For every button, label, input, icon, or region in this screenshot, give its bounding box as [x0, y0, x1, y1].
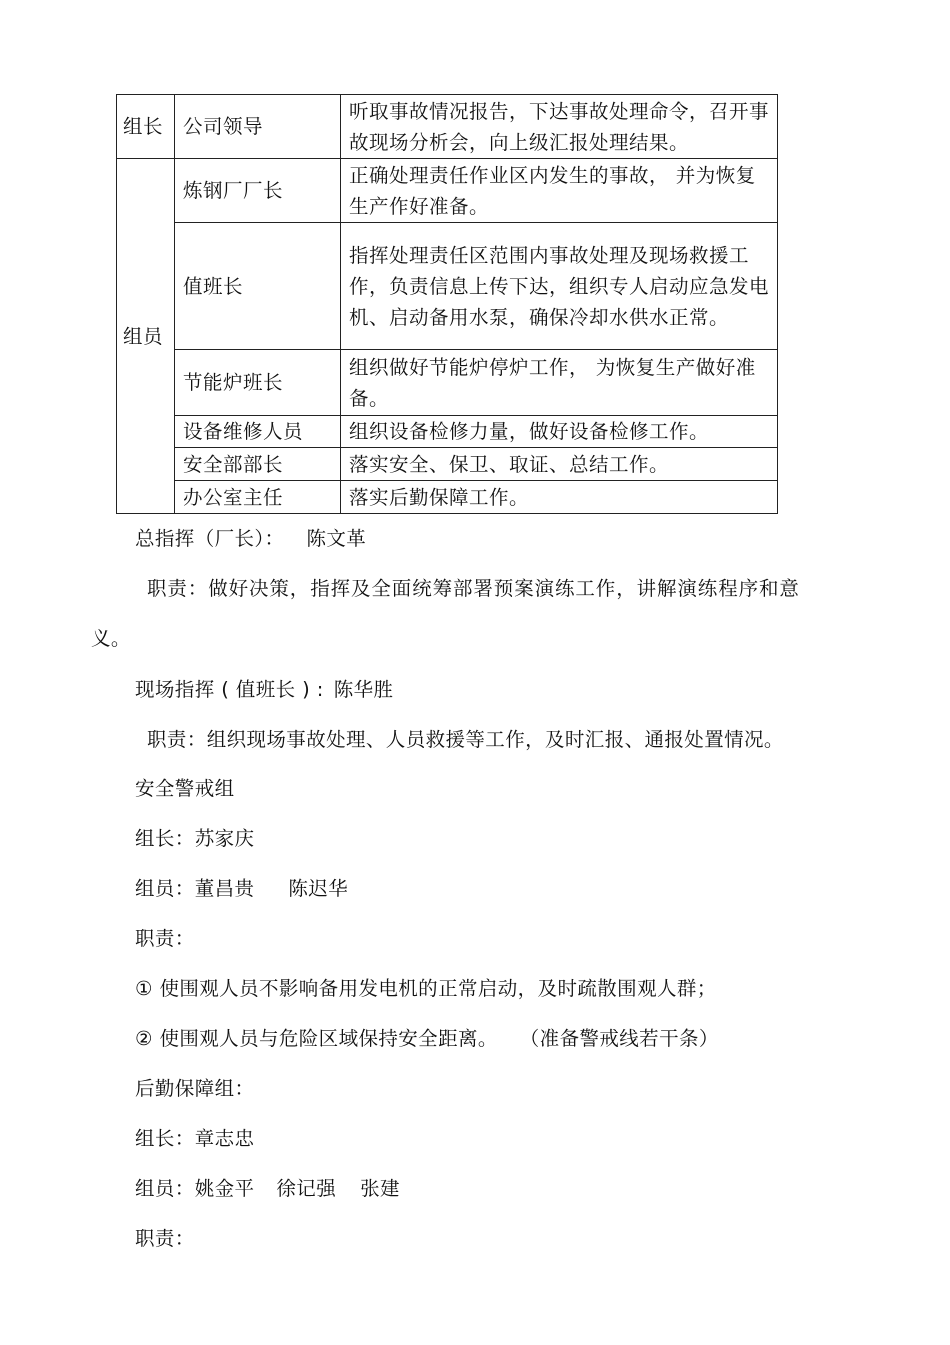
duty-cell: 组织设备检修力量，做好设备检修工作。 — [341, 416, 778, 448]
logistics-member-3: 张建 — [360, 1177, 400, 1200]
table-row — [117, 159, 778, 223]
duty-cell: 听取事故情况报告，下达事故处理命令，召开事故现场分析会，向上级汇报处理结果。 — [341, 95, 778, 159]
table-row — [117, 448, 778, 481]
duty-cell: 正确处理责任作业区内发生的事故， 并为恢复生产作好准备。 — [341, 159, 778, 223]
responsibility-table — [116, 94, 778, 514]
duty-cell: 落实后勤保障工作。 — [341, 481, 778, 514]
security-member-2: 陈迟华 — [288, 877, 349, 900]
role-cell: 炼钢厂厂长 — [175, 159, 341, 223]
role-cell: 值班长 — [175, 223, 341, 350]
logistics-group-title: 后勤保障组： — [135, 1077, 255, 1100]
security-duty-2-note: （准备警戒线若干条） — [519, 1027, 719, 1050]
field-commander-duty: 职责：组织现场事故处理、人员救援等工作，及时汇报、通报处置情况。 — [147, 728, 784, 751]
logistics-leader: 组长：章志忠 — [135, 1127, 255, 1150]
security-duty-label: 职责： — [135, 927, 195, 950]
security-leader: 组长：苏家庆 — [135, 827, 255, 850]
table-row — [117, 95, 778, 159]
commander-line — [135, 524, 366, 554]
security-duty-2-text: ② 使围观人员与危险区域保持安全距离。 — [135, 1027, 498, 1050]
commander-duty-line-2: 义。 — [91, 627, 131, 650]
role-cell: 公司领导 — [175, 95, 341, 159]
logistics-members — [135, 1174, 400, 1204]
commander-name: 陈文革 — [306, 527, 367, 550]
role-cell: 设备维修人员 — [175, 416, 341, 448]
role-cell: 节能炉班长 — [175, 350, 341, 416]
security-group-title: 安全警戒组 — [135, 777, 235, 800]
logistics-duty-label: 职责： — [135, 1227, 195, 1250]
security-member-1: 组员：董昌贵 — [135, 877, 255, 900]
role-cell: 办公室主任 — [175, 481, 341, 514]
group-cell-member: 组员 — [117, 159, 175, 514]
logistics-member-1: 组员：姚金平 — [135, 1177, 255, 1200]
duty-cell: 落实安全、保卫、取证、总结工作。 — [341, 448, 778, 481]
commander-duty-line-1: 职责：做好决策，指挥及全面统筹部署预案演练工作，讲解演练程序和意 — [147, 577, 800, 600]
duty-cell: 指挥处理责任区范围内事故处理及现场救援工作，负责信息上传下达，组织专人启动应急发电机、启动备用水泵，确保冷却水供水正常。 — [341, 223, 778, 350]
table-row — [117, 416, 778, 448]
field-commander-name: 陈华胜 — [333, 678, 394, 701]
duty-cell: 组织做好节能炉停炉工作， 为恢复生产做好准备。 — [341, 350, 778, 416]
logistics-member-2: 徐记强 — [276, 1177, 337, 1200]
table-row — [117, 350, 778, 416]
role-cell: 安全部部长 — [175, 448, 341, 481]
group-cell-leader: 组长 — [117, 95, 175, 159]
table-row — [117, 223, 778, 350]
table-row — [117, 481, 778, 514]
security-duty-1: ① 使围观人员不影响备用发电机的正常启动，及时疏散围观人群； — [135, 977, 717, 1000]
field-commander-label: 现场指挥 ( 值班长 ) : — [135, 678, 324, 701]
field-commander-line — [135, 675, 393, 705]
security-members — [135, 874, 348, 904]
security-duty-2 — [135, 1024, 719, 1054]
commander-label: 总指挥（厂长）： — [135, 527, 285, 550]
